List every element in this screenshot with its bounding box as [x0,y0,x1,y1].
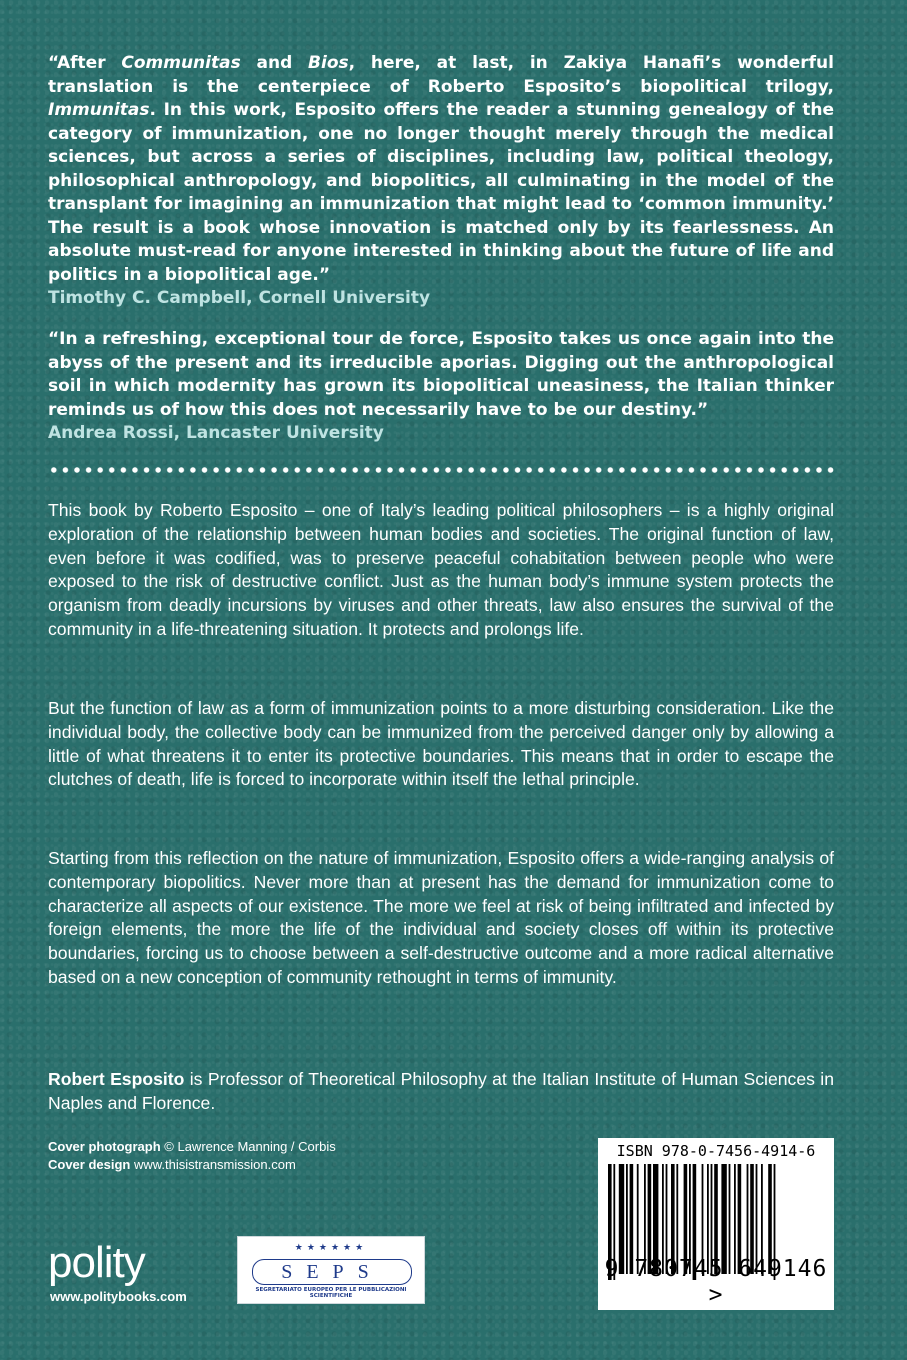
quote-rossi [48,328,834,446]
blurb-paragraph-3: Starting from this reflection on the nature of immunization, Esposito offers a wide-ranging analysis of contemporary biopolitics. Never more than at present has the demand for immunization come to characterize all aspects of our existence. The more we feel at risk of being infiltrated and infected by foreign elements, the more the life of the individual and society closes off within its protective boundaries, forcing us to choose between a self-destructive outcome and a more radical alternative based on a new conception of community rethought in terms of immunity. [48,848,834,987]
seps-subtitle: SEGRETARIATO EUROPEO PER LE PUBBLICAZIONI SCIENTIFICHE [255,1287,407,1299]
author-bio-text: is Professor of Theoretical Philosophy at the Italian Institute of Human Sciences in Naples and Florence. [48,1069,834,1113]
isbn-barcode [598,1138,834,1310]
blurb-paragraph-2: But the function of law as a form of immunization points to a more disturbing consideration. Like the individual body, the collective body can be immunized from the perceived danger only by allowing a little of what threatens it to enter its protective boundaries. This means that in order to escape the clutches of death, life is forced to incorporate within itself the lethal principle. [48,698,834,790]
seps-mark: SEPS [252,1259,412,1285]
quote-text: “After [48,53,122,73]
design-credit-label: Cover design [48,1157,131,1172]
blurb-paragraph-1: This book by Roberto Esposito – one of Italy’s leading political philosophers – is a highly original exploration of the relationship between human bodies and societies. The original function of law, even before it was codified, was to preserve peaceful cohabitation between people who were exposed to the risk of destructive conflict. Just as the human body’s immune system protects the organism from deadly incursions by viruses and other threats, law also ensures the survival of the community in a life-threatening situation. It protects and prolongs life. [48,500,834,639]
title-immunitas: Immunitas [48,100,150,120]
title-bios: Bios [308,53,349,73]
quote-text: “In a refreshing, exceptional tour de force, Esposito takes us once again into the abyss of the present and its irreducible aporias. Digging out the anthropological soil in which modernity has grown its biopolitical uneasiness, the Italian thinker reminds us of how this does not necessarily have to be our destiny.” [48,329,834,420]
design-credit [48,1156,336,1174]
photo-credit-label: Cover photograph [48,1139,161,1154]
author-bio [48,1068,834,1116]
seps-logo [237,1236,425,1304]
polity-logo: polity [48,1238,145,1287]
quote-attribution: Timothy C. Campbell, Cornell University [48,288,431,308]
photo-credit [48,1138,336,1156]
photo-credit-value: © Lawrence Manning / Corbis [160,1139,336,1154]
isbn-text: ISBN 978-0-7456-4914-6 [616,1142,816,1160]
eu-stars-icon: ★★★★★★ [294,1243,368,1253]
barcode-digits: 9 780745 649146 > [604,1256,828,1308]
design-credit-value: www.thisistransmission.com [130,1157,296,1172]
author-name: Robert Esposito [48,1069,185,1089]
title-communitas: Communitas [121,53,241,73]
quote-text: , here, at last, in Zakiya Hanafi’s wonderful translation is the centerpiece of Roberto Esposito’s biopolitical trilogy, [48,53,834,97]
dotted-divider [48,465,834,475]
publisher-url: www.politybooks.com [50,1289,187,1304]
quote-text: and [240,53,309,73]
cover-credits [48,1138,336,1174]
quote-attribution: Andrea Rossi, Lancaster University [48,423,384,443]
quote-campbell [48,52,834,311]
quote-text: . In this work, Esposito offers the reader a stunning genealogy of the category of immunization, one no longer thought merely through the medical sciences, but across a series of disciplines, including law, political theology, philosophical anthropology, and biopolitics, all culminating in the model of the transplant for imagining an immunization that might lead to ‘common immunity.’ The result is a book whose innovation is matched only by its fearlessness. An absolute must-read for anyone interested in thinking about the future of life and politics in a biopolitical age.” [48,100,834,285]
